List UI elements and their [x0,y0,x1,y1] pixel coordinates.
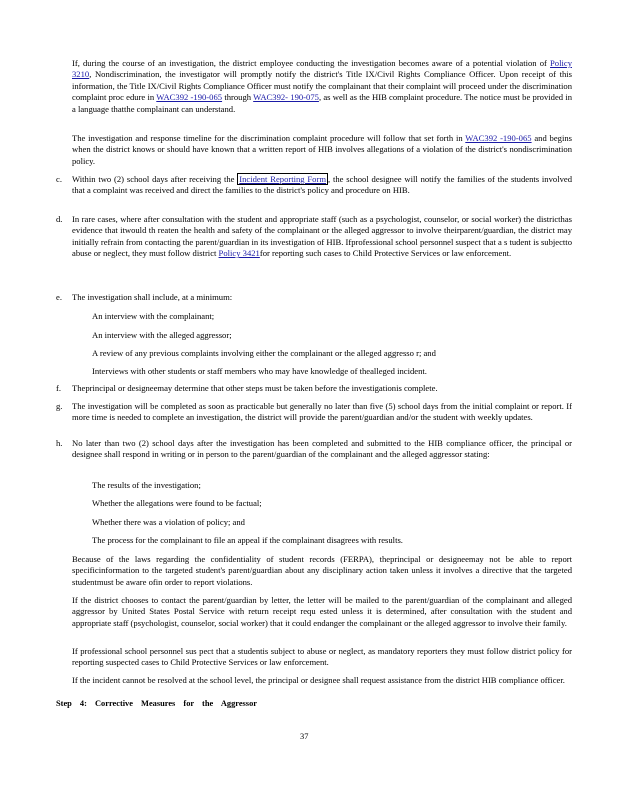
page-number: 37 [300,732,309,741]
text: If, during the course of an investigation, the district employee conducting the investigation becomes aware of a potential violation of [72,58,551,68]
text: In rare cases, where after consultation with the student and appropriate staff (such as a psychologist, counselor, or social worker) the districthas evidence that itwould th reaten the health and safety of the complainant or the alleged aggressor to involve theirparent/guardian, the district may initially refrain from contacting the parent/guardian in its investigation of HIB. Ifprofessional school personnel suspect that a s tudent is subjectto abuse or neglect, they must follow district [72,214,572,259]
list-item: Interviews with other students or staff members who may have knowledge of thealleged incident. [92,366,427,376]
text: , Nondiscrimination, the investigator will promptly notify the district's Title IX/Civil Rights Compliance Officer. Upon receipt of this information, the Title IX/Civil Rights Compliance Officer must notify the complainant that their complaint will proceed under the discrimination complaint proc edure in [72,69,572,103]
list-item: An interview with the alleged aggressor; [92,330,232,340]
list-item: The results of the investigation; [92,480,201,490]
policy-3210-link[interactable]: Policy 3210 [72,58,572,80]
step-heading: Step 4: Corrective Measures for the Aggressor [56,699,257,708]
item-f: Theprincipal or designeemay determine that other steps must be taken before the investigationis complete. [72,383,438,393]
wac-392-190-065-link[interactable]: WAC392 -190-065 [156,92,223,103]
paragraph-ferpa: Because of the laws regarding the confidentiality of student records (FERPA), theprincipal or designeemay not be able to report specificinformation to the targeted student's parent/guardian about any disciplinary action taken unless it involves a directive that the targeted studentmust be aware ofin order to report violations. [72,554,572,587]
text: , the school designee will notify the families of the students involved that a complaint was received and direct the families to the district's policy and procedure on HIB. [72,174,572,196]
list-item: A review of any previous complaints involving either the complainant or the alleged aggresso r; and [92,348,436,358]
text: , as well as the HIB complaint procedure. The notice must be provided in a language thatthe complainant can understand. [72,92,573,114]
item-c [72,174,572,197]
policy-3421-link[interactable]: Policy 3421 [218,248,260,259]
text: and begins when the district knows or should have known that a written report of HIB involves allegations of a violation of the district's nondiscrimination policy. [72,133,572,166]
paragraph-letter-contact: If the district chooses to contact the parent/guardian by letter, the letter will be mailed to the parent/guardian of the complainant and alleged aggressor by United States Postal Service with return receipt requ ested unless it is determined, after consultation with the student and appropriate staff (psychologist, counselor, social worker) that it could endanger the complainant or the alleged aggressor to involve their family. [72,595,572,628]
item-label-d: d. [56,214,63,224]
item-label-f: f. [56,383,62,393]
text: through [222,92,254,103]
list-item: The process for the complainant to file an appeal if the complainant disagrees with results. [92,535,403,545]
item-g: The investigation will be completed as soon as practicable but generally no later than five (5) school days from the initial complaint or report. If more time is needed to complete an investigation, the district will provide the parent/guardian and/or the student with weekly updates. [72,401,572,423]
text: The investigation and response timeline for the discrimination complaint procedure will follow that set forth in [72,133,466,143]
list-item: Whether the allegations were found to be factual; [92,498,262,508]
incident-reporting-form-link[interactable]: Incident Reporting Form [239,174,327,184]
paragraph-mandatory-reporters: If professional school personnel sus pect that a studentis subject to abuse or neglect, as mandatory reporters they must follow district policy for reporting suspected cases to Child Protective Services or law enforcement. [72,646,572,668]
paragraph-timeline [72,133,572,167]
wac-392-190-075-link[interactable]: WAC392- 190-075 [253,92,319,103]
wac-392-190-065-link[interactable]: WAC392 -190-065 [465,133,532,143]
item-label-g: g. [56,401,63,411]
item-label-h: h. [56,438,63,448]
paragraph-title-ix-notice [72,58,572,115]
paragraph-escalation: If the incident cannot be resolved at the school level, the principal or designee shall request assistance from the district HIB compliance officer. [72,675,565,685]
list-item: An interview with the complainant; [92,311,215,321]
text: Within two (2) school days after receiving the [72,174,238,184]
text: for reporting such cases to Child Protective Services or law enforcement. [259,248,512,259]
item-e: The investigation shall include, at a minimum: [72,292,233,302]
item-d [72,214,572,260]
item-label-e: e. [56,292,62,302]
item-label-c: c. [56,174,62,184]
item-h: No later than two (2) school days after the investigation has been completed and submitted to the HIB compliance officer, the principal or designee shall respond in writing or in person to the parent/guardian of the complainant and the alleged aggressor stating: [72,438,572,460]
list-item: Whether there was a violation of policy; and [92,517,245,527]
